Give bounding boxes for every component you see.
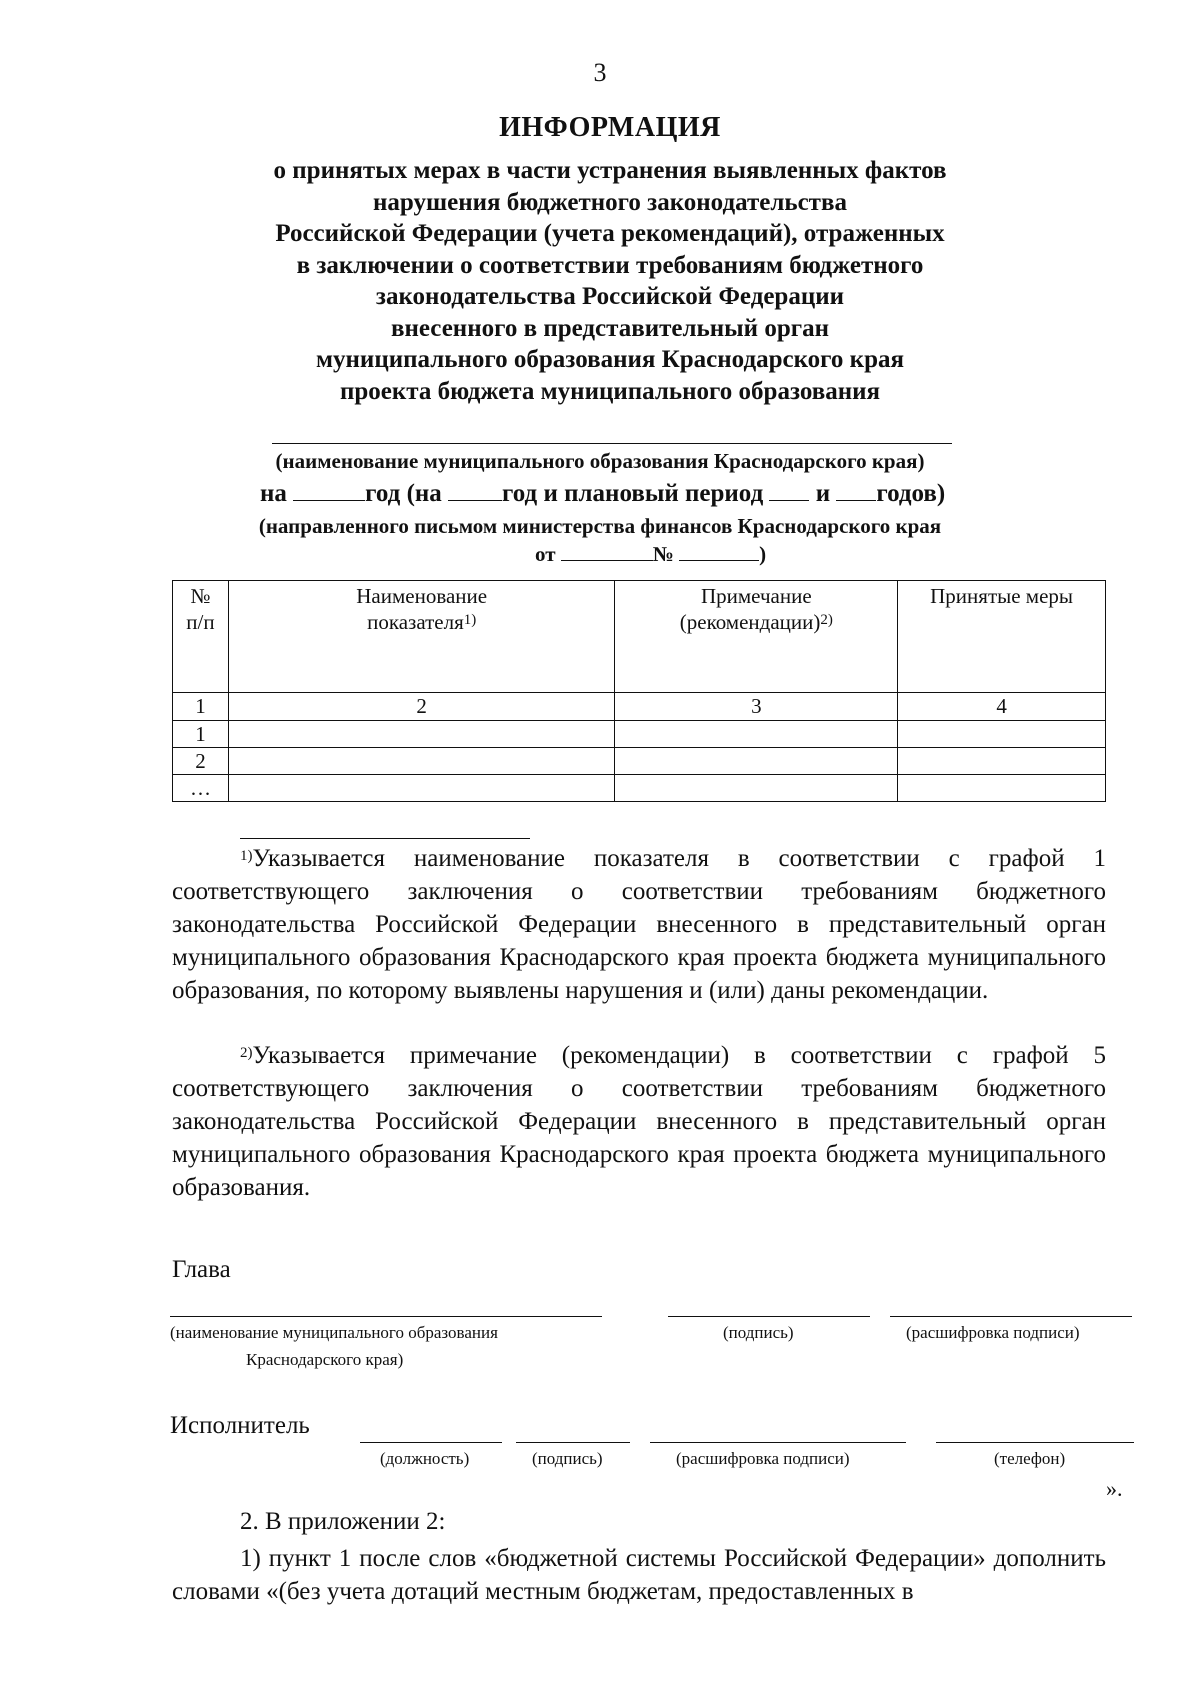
table-cell [898,721,1106,748]
table-cell [898,748,1106,775]
table-column-number-row [173,693,1106,721]
subtitle-line: внесенного в представительный орган [390,314,829,342]
table-header-row [173,581,1106,693]
executor-caption-decoding: (расшифровка подписи) [676,1449,850,1468]
letter-number-label: № [652,542,674,566]
subtitle-line: проекта бюджета муниципального образования [339,377,881,405]
executor-position-line [360,1442,502,1443]
footnote-1-mark: 1) [240,848,253,864]
footnote-2 [172,1039,1106,1204]
head-label: Глава [172,1256,231,1283]
head-caption-name: (наименование муниципального образования [170,1323,498,1342]
head-caption-decoding: (расшифровка подписи) [906,1323,1080,1342]
year-i: и [815,480,831,507]
table-row [173,721,1106,748]
footnote-1 [172,842,1106,1007]
head-decoding-line [890,1316,1132,1317]
letter-number-blank [679,542,759,561]
footnote-2-mark: 2) [240,1045,253,1061]
document-title: ИНФОРМАЦИЯ [499,112,721,143]
table-cell [898,775,1106,802]
table-cell: 2 [173,748,229,775]
table-cell [228,775,615,802]
subtitle-line: Российской Федерации (учета рекомендаций), отраженных [275,220,945,247]
subtitle-line: о принятых мерах в части устранения выявленных фактов [273,157,947,184]
executor-label: Исполнитель [170,1412,310,1439]
measures-table [172,580,1106,802]
subtitle-line: нарушения бюджетного законодательства [373,188,847,216]
executor-phone-line [936,1442,1134,1443]
table-row [173,775,1106,802]
executor-decoding-line [650,1442,906,1443]
footnote-separator [240,838,530,839]
footnote-ref-1: 1) [463,612,477,628]
item-2-1-paragraph [172,1542,1106,1608]
table-cell [615,748,898,775]
year-na: на [260,480,287,507]
letter-close-paren: ) [759,542,767,566]
table-cell [228,748,615,775]
letter-date-line [535,542,766,567]
executor-signature-line [516,1442,630,1443]
header-number-line: п/п [186,610,215,634]
year-blank [836,478,876,501]
page-number: 3 [593,58,607,87]
year-blank [293,478,365,501]
executor-caption-phone: (телефон) [994,1449,1066,1468]
subtitle-line: в заключении о соответствии требованиям бюджетного [296,251,924,279]
year-line [260,478,945,508]
header-number [173,581,229,693]
municipality-blank-line [272,443,952,444]
document-subtitle [150,155,1070,407]
header-measures [898,581,1106,693]
column-number: 2 [228,693,615,721]
table-cell [615,721,898,748]
table-row [173,748,1106,775]
letter-caption: (направленного письмом министерства финансов Краснодарского края [258,514,942,538]
year-godov: годов) [876,480,946,507]
table-cell: … [173,775,229,802]
letter-from-label: от [535,542,556,566]
footnote-2-text: Указывается примечание (рекомендации) в соответствии с графой 5 соответствующего заключения о соответствии требованиям бюджетного законодательства Российской Федерации внесенного в представительный орган муниципального образования Краснодарского края проекта бюджета муниципального образования. [172,1042,1106,1201]
year-blank [448,478,502,501]
header-number-line: № [190,584,211,608]
closing-quote: ». [1106,1476,1123,1501]
header-note-line: (рекомендации)$^{2)}$ [679,610,833,634]
column-number: 4 [898,693,1106,721]
year-blank [769,478,809,501]
column-number: 1 [173,693,229,721]
head-caption-name: Краснодарского края) [246,1350,404,1369]
header-note [615,581,898,693]
header-note-line: Примечание [700,584,812,608]
item-2-1-text: 1) пункт 1 после слов «бюджетной системы Российской Федерации» дополнить словами «(без учета дотаций местным бюджетам, предоставленных в [172,1545,1106,1605]
executor-caption-signature: (подпись) [532,1449,603,1468]
item-2-heading: 2. В приложении 2: [240,1508,446,1535]
year-god-plan: год и плановый период [502,480,764,507]
head-name-line [170,1316,602,1317]
header-measures-line: Принятые меры [930,584,1074,608]
header-indicator-line: показателя$^{1)}$ [367,610,477,634]
municipality-caption: (наименование муниципального образования Краснодарского края) [275,449,925,473]
table-cell [228,721,615,748]
head-signature-line [668,1316,870,1317]
header-indicator [228,581,615,693]
subtitle-line: муниципального образования Краснодарского края [315,346,904,373]
year-god-na: год (на [365,480,442,507]
footnote-ref-2: 2) [820,612,833,628]
executor-caption-position: (должность) [380,1449,470,1468]
column-number: 3 [615,693,898,721]
table-cell [615,775,898,802]
table-cell: 1 [173,721,229,748]
subtitle-line: законодательства Российской Федерации [375,283,845,310]
header-indicator-line: Наименование [356,584,488,608]
letter-date-blank [561,542,653,561]
footnote-1-text: Указывается наименование показателя в соответствии с графой 1 соответствующего заключения о соответствии требованиям бюджетного законодательства Российской Федерации внесенного в представительный орган муниципального образования Краснодарского края проекта бюджета муниципального образования, по которому выявлены нарушения и (или) даны рекомендации. [172,845,1106,1004]
head-caption-signature: (подпись) [723,1323,794,1342]
